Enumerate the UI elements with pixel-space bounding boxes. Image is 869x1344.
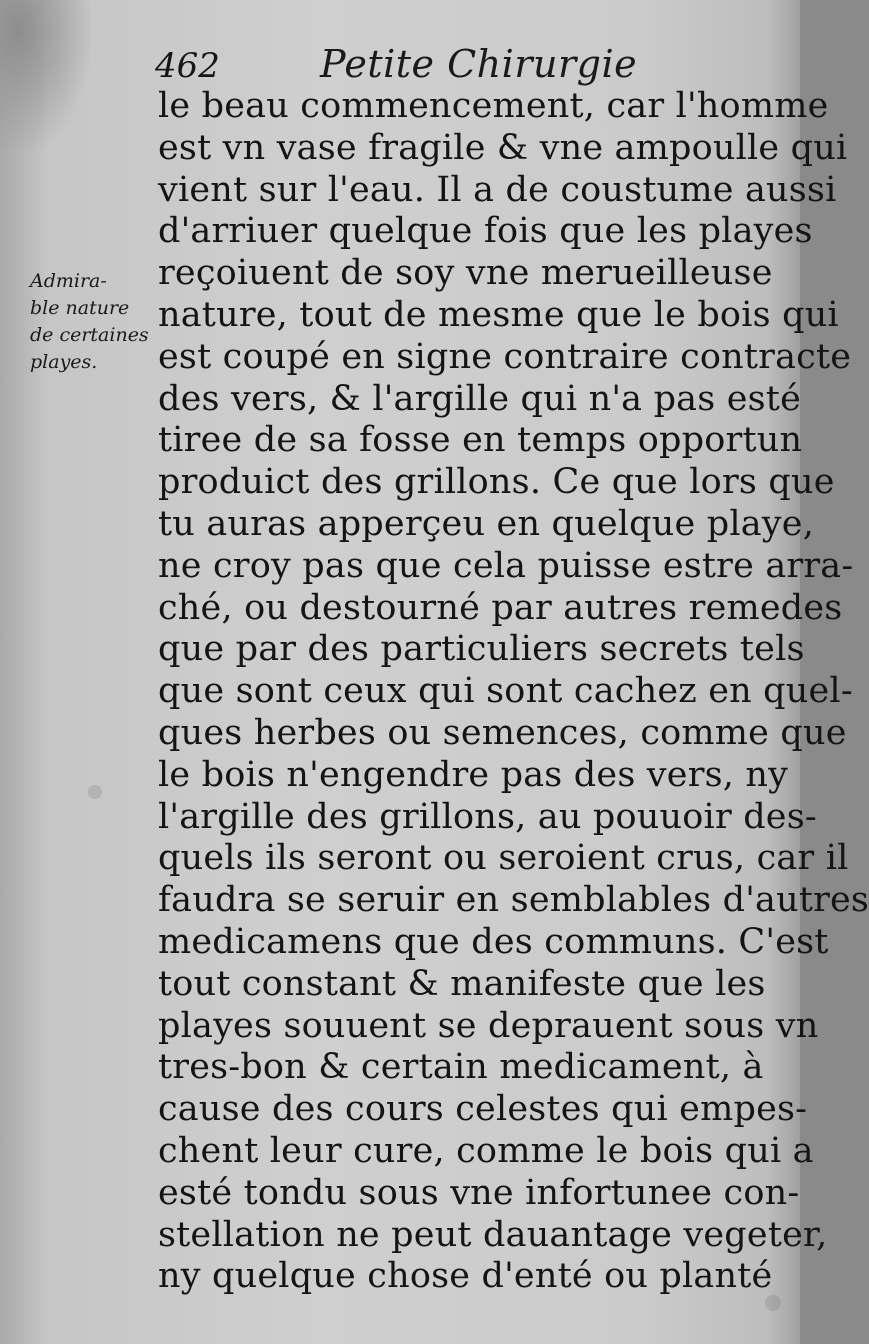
- text-line: esté tondu sous vne infortunee con-: [158, 1172, 800, 1213]
- text-line: ques herbes ou semences, comme que: [158, 712, 847, 753]
- text-line: tres-bon & certain medicament, à: [158, 1047, 764, 1088]
- text-line: reçoiuent de soy vne merueilleuse: [158, 253, 773, 294]
- text-line: quels ils seront ou seroient crus, car il: [158, 838, 849, 879]
- text-line: medicamens que des communs. C'est: [158, 921, 829, 962]
- text-line: nature, tout de mesme que le bois qui: [158, 294, 839, 335]
- text-line: des vers, & l'argille qui n'a pas esté: [158, 378, 801, 419]
- text-line: d'arriuer quelque fois que les playes: [158, 211, 813, 252]
- text-line: stellation ne peut dauantage vegeter,: [158, 1214, 828, 1255]
- marginal-note-line: playes.: [30, 351, 98, 373]
- text-line: le bois n'engendre pas des vers, ny: [158, 754, 789, 795]
- text-line: ny quelque chose d'enté ou planté: [158, 1256, 773, 1297]
- text-line: l'argille des grillons, au pouuoir des-: [158, 796, 817, 837]
- running-title: Petite Chirurgie: [320, 42, 638, 86]
- text-line: tout constant & manifeste que les: [158, 963, 766, 1004]
- text-line: ne croy pas que cela puisse estre arra-: [158, 545, 854, 586]
- text-line: est coupé en signe contraire contracte: [158, 336, 852, 377]
- body-text: [158, 86, 869, 1298]
- text-line: que par des particuliers secrets tels: [158, 629, 805, 670]
- text-line: le beau commencement, car l'homme: [158, 86, 829, 126]
- marginal-note: [30, 268, 155, 376]
- text-line: playes souuent se deprauent sous vn: [158, 1005, 819, 1046]
- page-number: 462: [155, 46, 220, 86]
- text-line: chent leur cure, comme le bois qui a: [158, 1130, 814, 1171]
- text-line: tiree de sa fosse en temps opportun: [158, 420, 803, 461]
- text-line: faudra se seruir en semblables d'autres: [158, 880, 869, 921]
- text-line: vient sur l'eau. Il a de coustume aussi: [158, 169, 837, 210]
- text-line: que sont ceux qui sont cachez en quel-: [158, 671, 853, 712]
- text-line: produict des grillons. Ce que lors que: [158, 462, 835, 503]
- page-header: [155, 40, 715, 90]
- marginal-note-line: ble nature: [30, 297, 130, 319]
- marginal-note-line: de certaines: [30, 324, 149, 346]
- text-line: est vn vase fragile & vne ampoulle qui: [158, 127, 848, 168]
- text-line: cause des cours celestes qui empes-: [158, 1089, 808, 1130]
- text-line: tu auras apperçeu en quelque playe,: [158, 503, 815, 544]
- paper-stain: [765, 1295, 781, 1311]
- text-line: ché, ou destourné par autres remedes: [158, 587, 843, 628]
- marginal-note-line: Admira-: [30, 270, 107, 292]
- paper-stain: [88, 785, 102, 799]
